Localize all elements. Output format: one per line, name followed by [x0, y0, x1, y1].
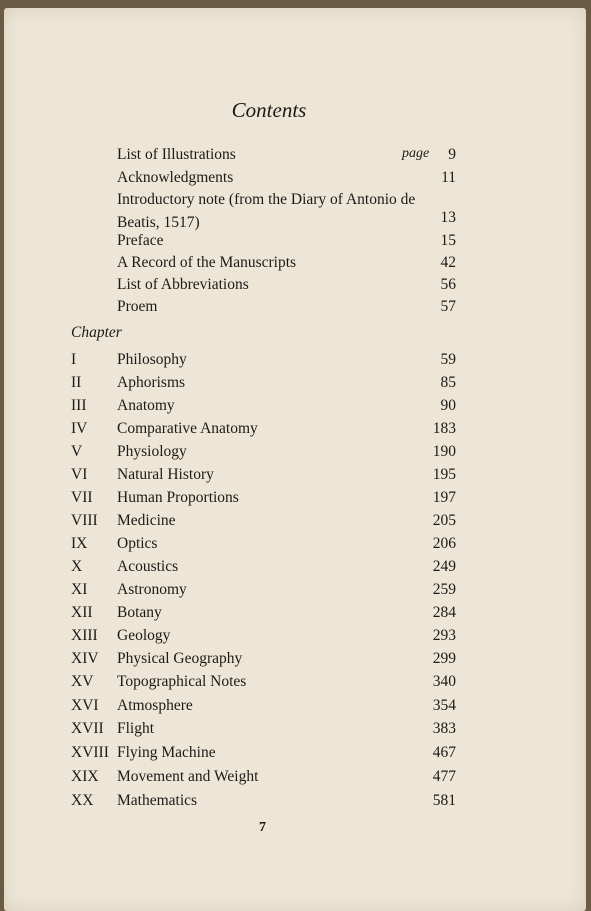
chapter-numeral: X — [71, 558, 83, 575]
chapter-numeral: I — [71, 351, 77, 368]
book-page — [4, 8, 586, 911]
chapter-page: 90 — [440, 397, 456, 414]
chapter-title: Acoustics — [117, 558, 179, 575]
chapter-numeral: XIX — [71, 768, 99, 785]
toc-entry-label: Proem — [117, 298, 158, 315]
chapter-numeral: V — [71, 443, 83, 460]
chapter-page: 293 — [432, 627, 456, 644]
chapter-page: 299 — [432, 650, 456, 667]
chapter-numeral: XX — [71, 792, 94, 809]
chapter-title: Philosophy — [117, 351, 187, 368]
chapter-page: 197 — [432, 489, 456, 506]
chapter-numeral: III — [71, 397, 87, 414]
toc-entry-label: List of Illustrations — [117, 146, 236, 163]
chapter-title: Topographical Notes — [117, 673, 247, 690]
chapter-title: Astronomy — [117, 581, 187, 598]
page-column-label: page — [402, 146, 430, 161]
chapter-title: Human Proportions — [117, 489, 239, 506]
chapter-page: 340 — [432, 673, 456, 690]
chapter-page: 183 — [432, 420, 456, 437]
chapter-page: 259 — [432, 581, 456, 598]
chapter-page: 467 — [432, 744, 456, 761]
chapter-numeral: IX — [71, 535, 88, 552]
chapter-title: Comparative Anatomy — [117, 420, 258, 437]
chapter-title: Movement and Weight — [117, 768, 259, 785]
chapter-page: 354 — [432, 697, 456, 714]
toc-entry-page: 56 — [440, 276, 456, 293]
toc-entry-label: Acknowledgments — [117, 169, 234, 186]
chapter-title: Physiology — [117, 443, 187, 460]
chapter-page: 195 — [432, 466, 456, 483]
chapter-numeral: XIV — [71, 650, 99, 667]
chapter-page: 383 — [432, 720, 456, 737]
chapter-title: Optics — [117, 535, 158, 552]
chapter-title: Aphorisms — [117, 374, 186, 391]
chapter-heading: Chapter — [71, 324, 122, 341]
chapter-numeral: XV — [71, 673, 94, 690]
chapter-numeral: XVI — [71, 697, 99, 714]
toc-entry-page: 42 — [440, 254, 456, 271]
chapter-page: 477 — [432, 768, 456, 785]
toc-entry-page: 11 — [441, 169, 456, 186]
chapter-page: 85 — [440, 374, 456, 391]
toc-entry-label: A Record of the Manuscripts — [117, 254, 297, 271]
toc-entry-page: 57 — [440, 298, 456, 315]
chapter-page: 249 — [432, 558, 456, 575]
chapter-numeral: XI — [71, 581, 88, 598]
contents-title: Contents — [231, 98, 307, 122]
chapter-numeral: XII — [71, 604, 93, 621]
toc-entry-page: 15 — [440, 232, 456, 249]
chapter-title: Botany — [117, 604, 162, 621]
chapter-page: 581 — [432, 792, 456, 809]
chapter-numeral: IV — [71, 420, 88, 437]
chapter-title: Physical Geography — [117, 650, 243, 667]
chapter-page: 205 — [432, 512, 456, 529]
chapter-numeral: VIII — [71, 512, 98, 529]
chapter-title: Medicine — [117, 512, 176, 529]
chapter-title: Geology — [117, 627, 171, 644]
chapter-title: Natural History — [117, 466, 214, 483]
chapter-numeral: VI — [71, 466, 88, 483]
chapter-title: Atmosphere — [117, 697, 193, 714]
chapter-title: Anatomy — [117, 397, 175, 414]
chapter-page: 190 — [432, 443, 456, 460]
page-number: 7 — [259, 820, 266, 835]
chapter-title: Mathematics — [117, 792, 198, 809]
toc-entry-page: 9 — [448, 146, 456, 163]
chapter-page: 206 — [432, 535, 456, 552]
toc-entry-label: Preface — [117, 232, 164, 249]
chapter-numeral: II — [71, 374, 82, 391]
chapter-title: Flying Machine — [117, 744, 216, 761]
toc-entry-label: Introductory note (from the Diary of Antonio de Beatis, 1517) — [117, 191, 416, 231]
chapter-numeral: XVII — [71, 720, 104, 737]
chapter-page: 284 — [432, 604, 456, 621]
chapter-title: Flight — [117, 720, 155, 737]
chapter-numeral: XVIII — [71, 744, 109, 761]
chapter-numeral: XIII — [71, 627, 98, 644]
chapter-page: 59 — [440, 351, 456, 368]
toc-entry-label: List of Abbreviations — [117, 276, 249, 293]
chapter-numeral: VII — [71, 489, 93, 506]
toc-entry-page: 13 — [440, 209, 456, 226]
